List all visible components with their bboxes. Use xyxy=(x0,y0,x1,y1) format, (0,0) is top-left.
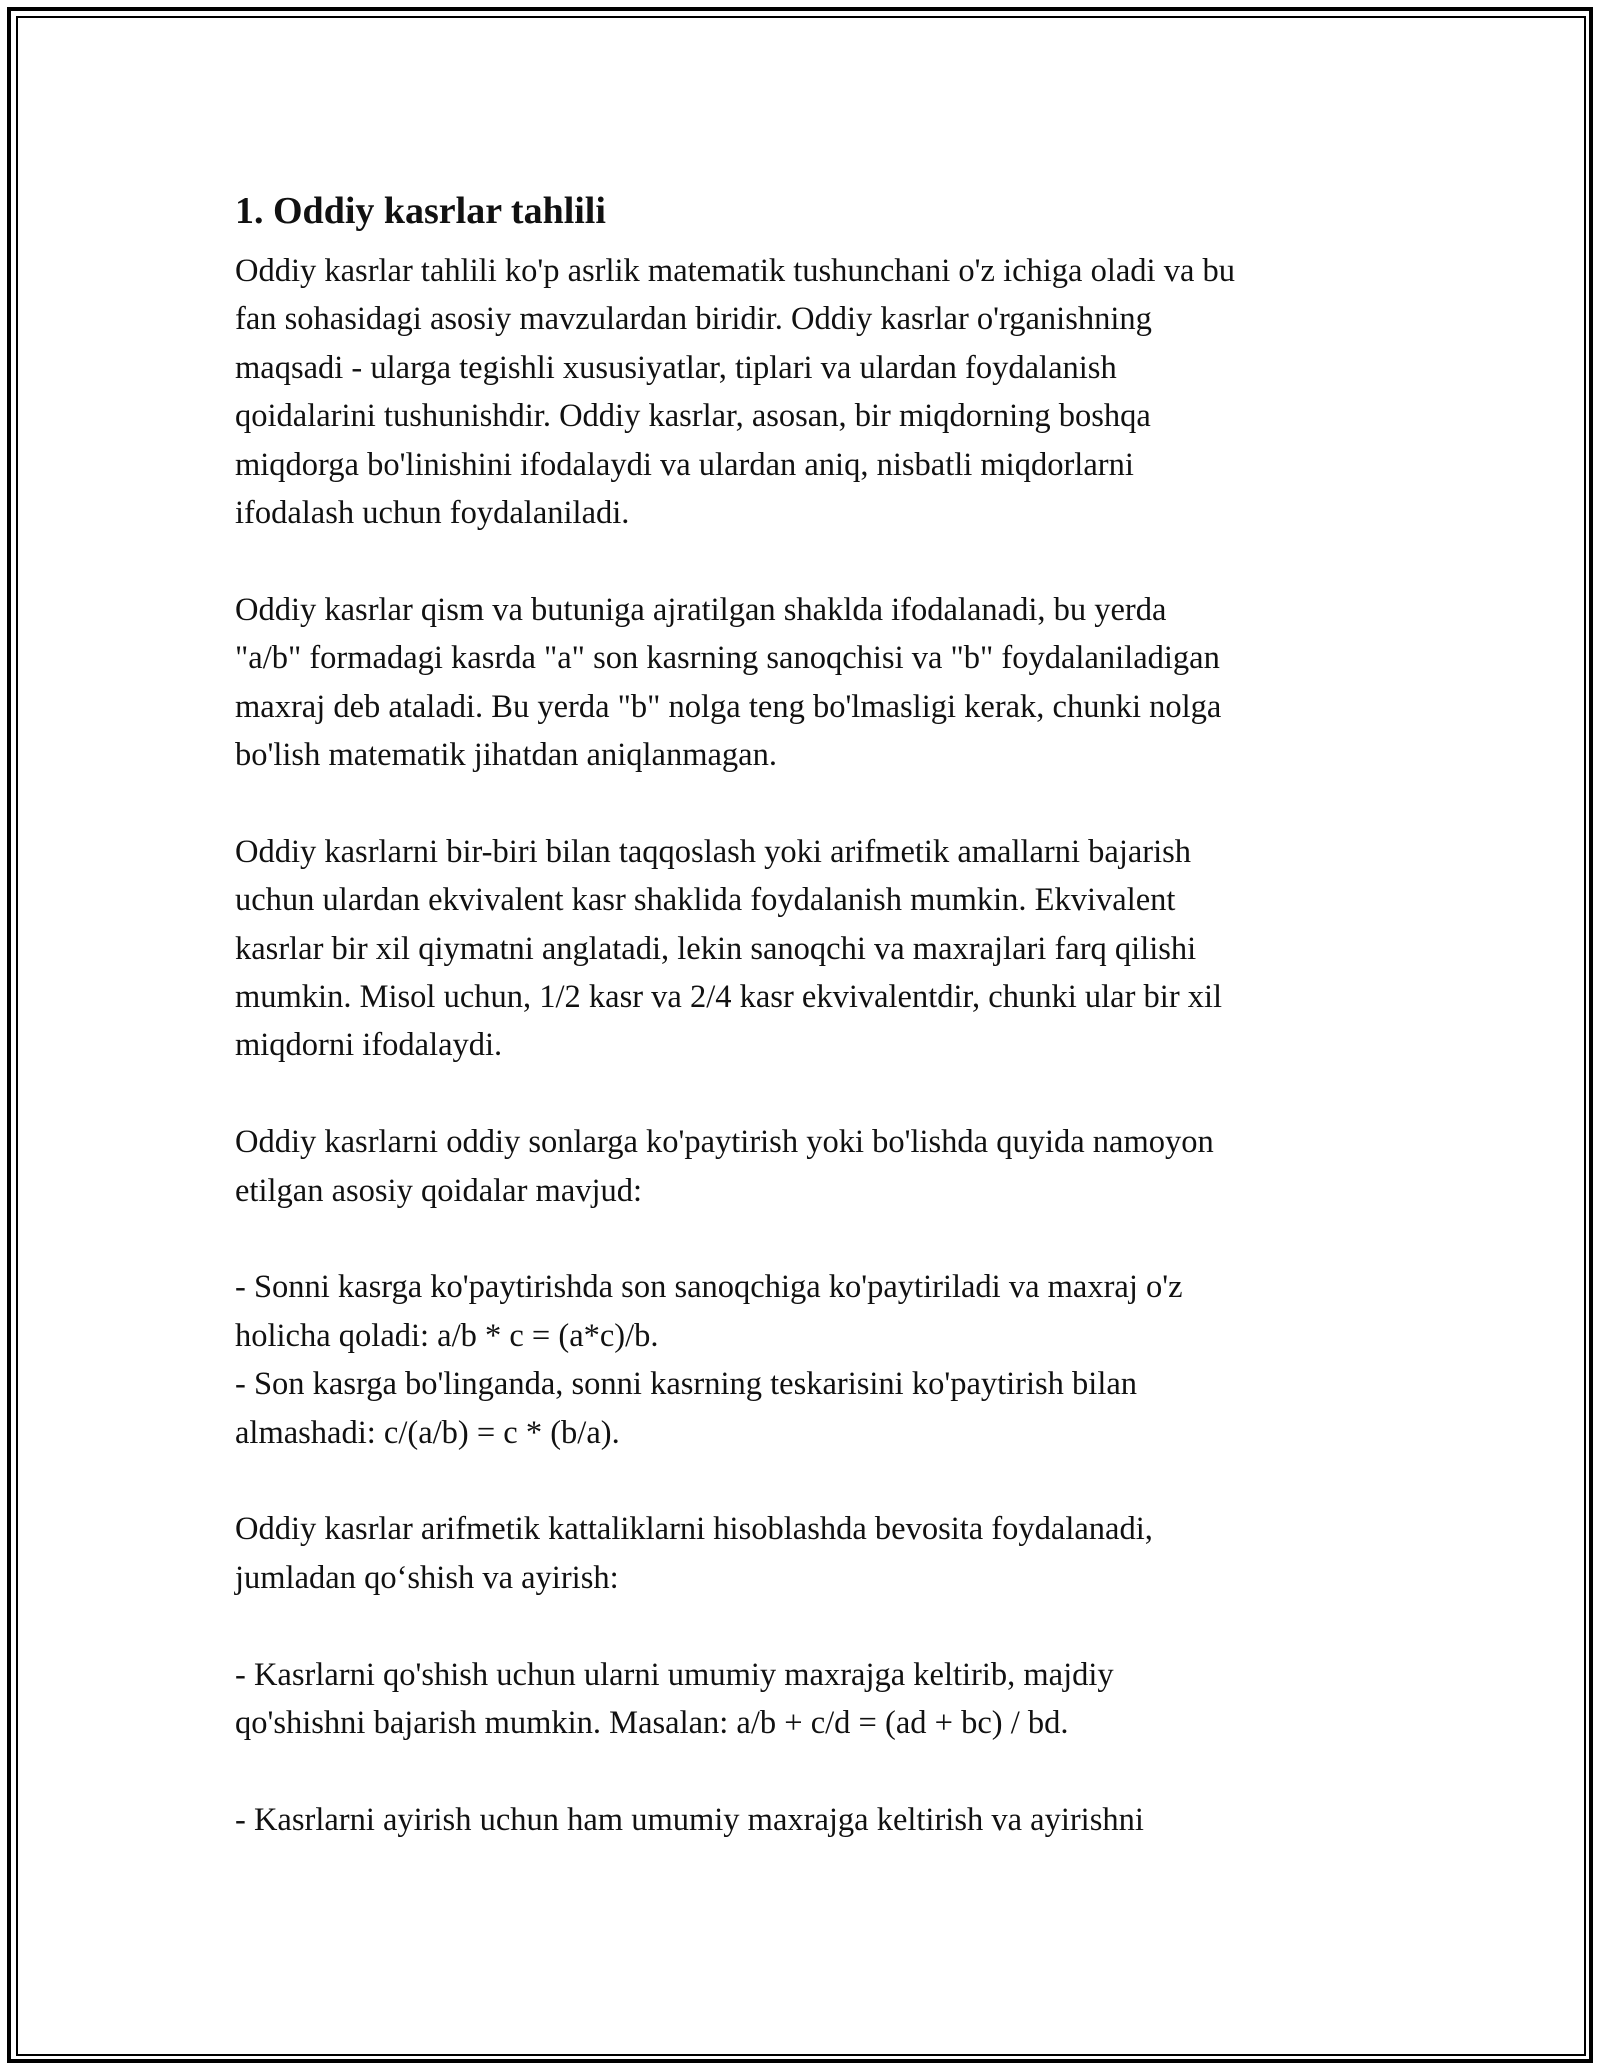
paragraph-gap xyxy=(235,1457,1365,1505)
paragraph-gap xyxy=(235,1215,1365,1263)
paragraph-gap xyxy=(235,1602,1365,1650)
paragraph-addition-rule: - Kasrlarni qo'shish uchun ularni umumiy maxrajga keltirib, majdiy qo'shishni bajarish mumkin. Masalan: a/b + c/d = (ad + bc) / bd. xyxy=(235,1656,1114,1742)
document-body xyxy=(235,185,1365,1844)
paragraph-gap xyxy=(235,1070,1365,1118)
paragraph-arithmetic-intro: Oddiy kasrlar arifmetik kattaliklarni hisoblashda bevosita foydalanadi, jumladan qo‘shish va ayirish: xyxy=(235,1511,1153,1596)
paragraph-gap xyxy=(235,779,1365,827)
paragraph-intro: Oddiy kasrlar tahlili ko'p asrlik matematik tushunchani o'z ichiga oladi va bu fan sohasidagi asosiy mavzulardan biridir. Oddiy kasrlar o'rganishning maqsadi - ularga tegishli xususiyatlar, tiplari va ulardan foydalanish qoidalarini tushunishdir. Oddiy kasrlar, asosan, bir miqdorning boshqa miqdorga bo'linishini ifodalaydi va ulardan aniq, nisbatli miqdorlarni ifodalash uchun foydalaniladi. xyxy=(235,253,1236,532)
paragraph-multiplication-rules: - Sonni kasrga ko'paytirishda son sanoqchiga ko'paytiriladi va maxraj o'z holicha qoladi: a/b * c = (a*c)/b. - Son kasrga bo'linganda, sonni kasrning teskarisini ko'paytirish bilan almashadi: c/(a/b) = c * (b/a). xyxy=(235,1269,1183,1451)
paragraph-gap xyxy=(235,1748,1365,1796)
paragraph-multiplication-intro: Oddiy kasrlarni oddiy sonlarga ko'paytirish yoki bo'lishda quyida namoyon etilgan asosiy qoidalar mavjud: xyxy=(235,1124,1214,1209)
paragraph-fraction-form: Oddiy kasrlar qism va butuniga ajratilgan shaklda ifodalanadi, bu yerda "a/b" formadagi kasrda "a" son kasrning sanoqchisi va "b" foydalaniladigan maxraj deb ataladi. Bu yerda "b" nolga teng bo'lmasligi kerak, chunki nolga bo'lish matematik jihatdan aniqlanmagan. xyxy=(235,591,1222,774)
paragraph-subtraction-rule: - Kasrlarni ayirish uchun ham umumiy maxrajga keltirish va ayirishni xyxy=(235,1801,1144,1838)
paragraph-equivalent-fractions: Oddiy kasrlarni bir-biri bilan taqqoslash yoki arifmetik amallarni bajarish uchun ulardan ekvivalent kasr shaklida foydalanish mumkin. Ekvivalent kasrlar bir xil qiymatni anglatadi, lekin sanoqchi va maxrajlari farq qilishi mumkin. Misol uchun, 1/2 kasr va 2/4 kasr ekvivalentdir, chunki ular bir xil miqdorni ifodalaydi. xyxy=(235,833,1223,1064)
section-heading: 1. Oddiy kasrlar tahlili xyxy=(235,190,606,232)
paragraph-gap xyxy=(235,537,1365,585)
